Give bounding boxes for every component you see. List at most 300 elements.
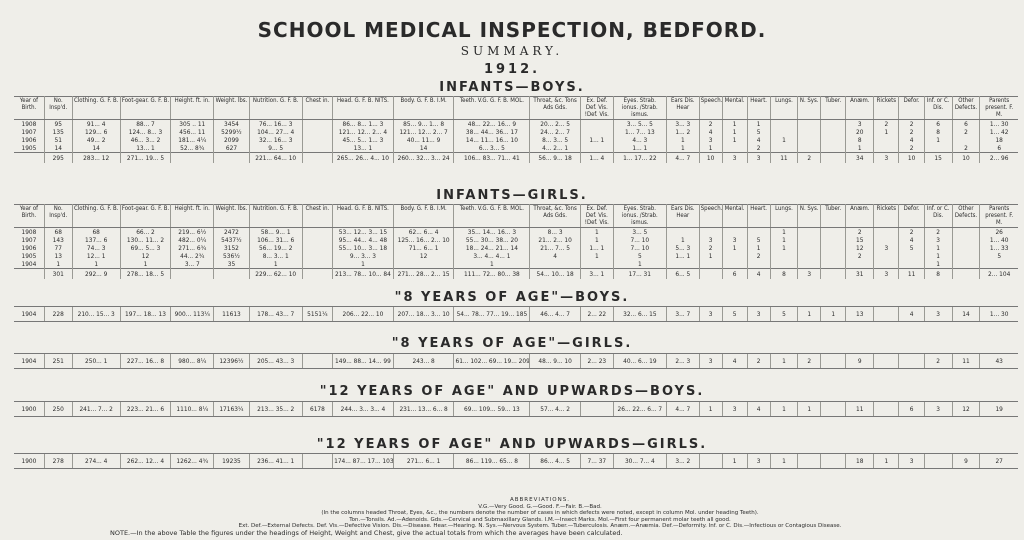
table-cell: 3... 2 <box>666 454 699 469</box>
table-cell: 10 <box>699 153 722 164</box>
table-cell: 3... 7 <box>666 307 699 322</box>
table-cell <box>952 236 980 244</box>
table-cell: 4 <box>899 307 924 322</box>
table-cell: 8 <box>770 269 798 280</box>
table-cell: 283... 12 <box>72 153 120 164</box>
footnote: NOTE.—In the above Table the figures under the headings of Height, Weight and Chest, give the actual totals from which the averages have been calculated. <box>110 529 623 537</box>
column-header: Height. ft. in. <box>171 97 214 120</box>
table-cell: 1 <box>722 454 747 469</box>
table-cell: 2 <box>899 128 924 136</box>
table-cell <box>952 252 980 260</box>
table-cell: 2 <box>798 354 821 369</box>
table-cell: 1904 <box>14 354 44 369</box>
column-header: Chest in. <box>302 97 332 120</box>
table-cell: 3 <box>924 402 952 417</box>
table-cell: 5 <box>899 244 924 252</box>
table-cell: 265... 26... 4... 10 <box>333 153 394 164</box>
table-cell: 45... 5... 1... 3 <box>333 136 394 144</box>
table-cell: 106... 83... 71... 41 <box>454 153 530 164</box>
column-header: Rickets <box>874 205 899 228</box>
table-cell: 15 <box>924 153 952 164</box>
column-header: Nutrition. G. F. B. <box>249 205 302 228</box>
table-cell: 2 <box>846 228 874 237</box>
table-cell: 125... 16... 2... 10 <box>393 236 454 244</box>
table-cell: 4 <box>899 236 924 244</box>
table-cell <box>302 236 332 244</box>
table-cell: 14 <box>393 144 454 153</box>
table-cell <box>580 402 613 417</box>
table-cell: 3 <box>747 153 770 164</box>
table-cell <box>821 120 846 129</box>
table-cell <box>302 228 332 237</box>
table-cell: 40... 11... 9 <box>393 136 454 144</box>
table-cell <box>302 128 332 136</box>
table-8-years-boys <box>14 306 1018 322</box>
table-cell <box>580 260 613 269</box>
table-cell: 11613 <box>214 307 249 322</box>
table-cell <box>874 260 899 269</box>
table-cell: 1 <box>249 260 302 269</box>
table-cell: 1 <box>120 260 171 269</box>
table-cell: 900... 113¼ <box>171 307 214 322</box>
table-cell: 1 <box>770 244 798 252</box>
table-cell: 68 <box>72 228 120 237</box>
table-cell <box>747 260 770 269</box>
table-cell: 250 <box>44 402 72 417</box>
table-cell: 4... 7 <box>666 402 699 417</box>
table-cell: 1 <box>770 454 798 469</box>
table-cell: 14 <box>72 144 120 153</box>
table-cell: 1 <box>747 120 770 129</box>
table-cell: 5 <box>770 307 798 322</box>
table-cell: 121... 12... 2... 4 <box>333 128 394 136</box>
table-cell: 1 <box>580 236 613 244</box>
abbrev-line-4: Ext. Def.—External Defects. Def. Vis.—Defective Vision. Dis.—Disease. Hear.—Hearing. N. Sys.—Nervous System. Tuber.—Tuberculosis. Anæm.—Anæmia. Def.—Deformity. Inf. or C. Dis.—Infectious or Contagious Disease. <box>238 523 842 529</box>
table-cell: 1262... 4¾ <box>171 454 214 469</box>
table-cell: 2... 3 <box>666 354 699 369</box>
table-cell <box>874 354 899 369</box>
table-cell: 53... 12... 3... 15 <box>333 228 394 237</box>
table-cell: 8... 3... 5 <box>530 136 581 144</box>
column-header: Inf. or C. Dis. <box>924 205 952 228</box>
table-cell: 227... 16... 8 <box>120 354 171 369</box>
column-header: Ex. Def. Def. Vis. !Def. Vis. <box>580 205 613 228</box>
column-header: Nutrition. G. F. B. <box>249 97 302 120</box>
table-cell <box>302 153 332 164</box>
table-cell: 456... 11 <box>171 128 214 136</box>
table-cell: 6 <box>952 120 980 129</box>
column-header: Eyes. Strab. ionus. /Strab. ismus. <box>613 205 666 228</box>
column-header: Weight. lbs. <box>214 97 249 120</box>
table-cell: 111... 72... 80... 38 <box>454 269 530 280</box>
table-cell <box>821 228 846 237</box>
table-cell: 20... 2... 5 <box>530 120 581 129</box>
column-header: Parents present. F. M. <box>980 205 1018 228</box>
section-12-years-boys: "12 YEARS OF AGE" AND UPWARDS—BOYS. <box>319 384 705 399</box>
table-cell: 40... 6... 19 <box>613 354 666 369</box>
table-12-years-boys <box>14 401 1018 417</box>
table-cell: 51 <box>44 136 72 144</box>
table-cell: 68 <box>44 228 72 237</box>
table-cell: 12 <box>393 252 454 260</box>
table-cell: 129... 6 <box>72 128 120 136</box>
table-cell: 14 <box>952 307 980 322</box>
table-cell: 1904 <box>14 307 44 322</box>
table-cell: 74... 3 <box>72 244 120 252</box>
column-header: Chest in. <box>302 205 332 228</box>
table-cell <box>770 144 798 153</box>
table-cell: 1... 1 <box>613 144 666 153</box>
table-cell: 30... 7... 4 <box>613 454 666 469</box>
column-header: Speech. <box>699 205 722 228</box>
table-cell: 3152 <box>214 244 249 252</box>
column-header: Rickets <box>874 97 899 120</box>
table-cell: 5 <box>747 128 770 136</box>
table-cell <box>393 260 454 269</box>
table-cell: 48... 22... 16... 9 <box>454 120 530 129</box>
column-header: Inf. or C. Dis. <box>924 97 952 120</box>
table-cell: 8 <box>924 128 952 136</box>
table-cell: 1... 1 <box>666 252 699 260</box>
table-cell: 1907 <box>21 236 37 244</box>
table-cell: 34 <box>846 153 874 164</box>
table-cell: 56... 19... 2 <box>249 244 302 252</box>
table-cell: 13 <box>846 307 874 322</box>
table-cell: 2... 23 <box>580 354 613 369</box>
table-cell: 213... 35... 2 <box>249 402 302 417</box>
table-8-years-girls <box>14 353 1018 369</box>
table-cell: 6178 <box>302 402 332 417</box>
header-row <box>14 205 1018 228</box>
table-cell: 1900 <box>14 402 44 417</box>
table-cell: 236... 41... 1 <box>249 454 302 469</box>
abbrev-line-2: (In the columns headed Throat, Eyes, &c., the numbers denote the number of cases in which defects were noted, except in column Mol. under heading Teeth). <box>321 510 759 516</box>
header-row <box>14 97 1018 120</box>
table-cell: 6 <box>899 402 924 417</box>
table-cell: 13... 1 <box>120 144 171 153</box>
column-header: No. Insp'd. <box>44 97 72 120</box>
table-row <box>14 120 1018 129</box>
table-cell: 260... 32... 3... 24 <box>393 153 454 164</box>
table-cell: 1 <box>666 136 699 144</box>
table-cell <box>580 144 613 153</box>
table-cell <box>580 120 613 129</box>
table-cell: 1... 40 <box>980 236 1018 244</box>
table-cell: 3 <box>699 354 722 369</box>
abbreviations-heading: ABBREVIATIONS. <box>510 497 570 503</box>
column-header: Height. ft. in. <box>171 205 214 228</box>
table-cell: 26... 22... 6... 7 <box>613 402 666 417</box>
table-cell: 17163¼ <box>214 402 249 417</box>
table-cell: 85... 9... 1... 8 <box>393 120 454 129</box>
table-cell: 8 <box>924 269 952 280</box>
column-header: Clothing. G. F. B. <box>72 97 120 120</box>
table-cell <box>874 144 899 153</box>
table-cell: 243... 8 <box>393 354 454 369</box>
column-header: Lungs. <box>770 205 798 228</box>
table-cell <box>302 252 332 260</box>
table-cell <box>770 120 798 129</box>
table-cell: 69... 109... 59... 13 <box>454 402 530 417</box>
table-cell: 197... 18... 13 <box>120 307 171 322</box>
table-cell: 3... 5... 5 <box>613 120 666 129</box>
table-row <box>14 307 1018 322</box>
table-cell: 2 <box>798 153 821 164</box>
table-cell: 56... 9... 18 <box>530 153 581 164</box>
column-header: Defor. <box>899 97 924 120</box>
table-cell <box>899 260 924 269</box>
column-header: Defor. <box>899 205 924 228</box>
table-cell: 1908 <box>21 120 37 128</box>
table-cell: 205... 43... 3 <box>249 354 302 369</box>
table-cell <box>952 260 980 269</box>
table-cell: 2 <box>952 128 980 136</box>
table-cell: 1 <box>72 260 120 269</box>
table-cell: 12 <box>120 252 171 260</box>
table-cell <box>821 153 846 164</box>
column-header: Ears Dis. Hear <box>666 97 699 120</box>
table-row <box>14 454 1018 469</box>
table-cell: 88... 7 <box>120 120 171 129</box>
table-cell: 12 <box>846 244 874 252</box>
table-cell: 9... 5 <box>249 144 302 153</box>
table-cell: 1 <box>722 128 747 136</box>
column-header: Mental. <box>722 97 747 120</box>
table-cell: 219... 6½ <box>171 228 214 237</box>
table-cell <box>302 260 332 269</box>
table-cell: 124... 8... 3 <box>120 128 171 136</box>
table-cell: 213... 78... 10... 84 <box>333 269 394 280</box>
column-header: Heart. <box>747 97 770 120</box>
table-infant-girls <box>14 204 1018 279</box>
table-cell: 3 <box>924 236 952 244</box>
table-cell: 46... 4... 7 <box>530 307 581 322</box>
table-cell: 206... 22... 10 <box>333 307 394 322</box>
table-cell <box>699 228 722 237</box>
table-cell: 38... 44... 36... 17 <box>454 128 530 136</box>
table-cell <box>899 354 924 369</box>
table-cell: 149... 88... 14... 99 <box>333 354 394 369</box>
table-cell: 278... 18... 5 <box>120 269 171 280</box>
table-cell <box>171 153 214 164</box>
table-cell: 21... 7... 5 <box>530 244 581 252</box>
table-cell: 207... 18... 3... 10 <box>393 307 454 322</box>
table-cell: 1905 <box>21 144 37 152</box>
table-cell: 1 <box>874 128 899 136</box>
table-cell <box>722 260 747 269</box>
table-cell: 35... 14... 16... 3 <box>454 228 530 237</box>
table-cell: 86... 119... 65... 8 <box>454 454 530 469</box>
abbrev-line-3: Ton.—Tonsils. Ad.—Adenoids. Gds.—Cervical and Submaxillary Glands. I.M.—Insect Marks. Mol.—First four permanent molar teeth all good. <box>349 516 731 523</box>
table-cell: 27 <box>980 454 1018 469</box>
table-cell <box>171 269 214 280</box>
table-cell: 1... 1 <box>580 136 613 144</box>
table-cell: 1 <box>846 144 874 153</box>
column-header: Eyes. Strab. ionus. /Strab. ismus. <box>613 97 666 120</box>
table-cell <box>821 244 846 252</box>
table-cell: 8... 3 <box>530 228 581 237</box>
table-cell: 5151¼ <box>302 307 332 322</box>
table-cell: 8... 3... 1 <box>249 252 302 260</box>
table-cell: 3 <box>722 153 747 164</box>
table-cell: 2 <box>747 144 770 153</box>
table-cell: 4... 2... 1 <box>530 144 581 153</box>
table-cell: 241... 7... 2 <box>72 402 120 417</box>
table-cell: 14... 11... 16... 10 <box>454 136 530 144</box>
table-cell <box>770 252 798 260</box>
table-cell: 4 <box>747 269 770 280</box>
table-cell: 1... 30 <box>980 307 1018 322</box>
table-cell: 135 <box>44 128 72 136</box>
table-cell: 1 <box>770 136 798 144</box>
table-cell: 54... 78... 77... 19... 185 <box>454 307 530 322</box>
table-cell: 262... 12... 4 <box>120 454 171 469</box>
table-cell: 9 <box>952 454 980 469</box>
table-cell: 61... 102... 69... 19... 209 <box>454 354 530 369</box>
table-cell <box>821 269 846 280</box>
table-cell: 5299½ <box>214 128 249 136</box>
table-cell: 5 <box>722 307 747 322</box>
table-cell: 57... 4... 2 <box>530 402 581 417</box>
document-subtitle: SUMMARY. <box>460 44 564 58</box>
table-cell: 143 <box>44 236 72 244</box>
table-cell: 1904 <box>21 260 37 268</box>
table-cell <box>722 228 747 237</box>
table-cell <box>699 454 722 469</box>
document-year: 1912. <box>483 62 541 77</box>
table-cell: 1 <box>874 454 899 469</box>
table-cell: 19 <box>980 402 1018 417</box>
table-cell <box>699 269 722 280</box>
table-cell <box>699 260 722 269</box>
table-cell: 3 <box>874 269 899 280</box>
table-cell: 1... 7... 13 <box>613 128 666 136</box>
table-infant-boys <box>14 96 1018 163</box>
table-cell: 2 <box>899 228 924 237</box>
table-cell: 4... 3 <box>613 136 666 144</box>
table-cell: 1 <box>454 260 530 269</box>
table-cell <box>302 120 332 129</box>
table-cell <box>214 153 249 164</box>
table-cell: 48... 9... 10 <box>530 354 581 369</box>
column-header: Lungs. <box>770 97 798 120</box>
table-row <box>14 144 1018 153</box>
column-header: Anæm. <box>846 205 874 228</box>
table-cell: 1 <box>770 236 798 244</box>
table-cell: 1... 42 <box>980 128 1018 136</box>
table-cell: 228 <box>44 307 72 322</box>
table-cell <box>821 260 846 269</box>
table-cell: 1 <box>924 260 952 269</box>
table-cell: 3 <box>699 307 722 322</box>
table-cell: 1 <box>699 252 722 260</box>
table-cell: 55... 10... 3... 18 <box>333 244 394 252</box>
table-cell: 121... 12... 2... 7 <box>393 128 454 136</box>
table-cell: 58... 9... 1 <box>249 228 302 237</box>
table-cell: 1 <box>924 136 952 144</box>
table-cell: 35 <box>214 260 249 269</box>
table-cell <box>722 252 747 260</box>
table-cell: 274... 4 <box>72 454 120 469</box>
abbrev-line-1: V.G.—Very Good. G.—Good. F.—Fair. B.—Bad. <box>478 503 602 510</box>
table-cell <box>798 252 821 260</box>
section-12-years-girls: "12 YEARS OF AGE" AND UPWARDS—GIRLS. <box>316 437 708 452</box>
table-cell: 3454 <box>214 120 249 129</box>
table-row <box>14 244 1018 252</box>
table-cell: 271... 6... 1 <box>393 454 454 469</box>
table-cell: 1 <box>798 402 821 417</box>
table-cell: 1 <box>770 228 798 237</box>
table-cell: 3 <box>846 120 874 129</box>
table-row <box>14 236 1018 244</box>
table-cell: 244... 3... 3... 4 <box>333 402 394 417</box>
table-cell: 2 <box>924 228 952 237</box>
table-cell: 5 <box>613 252 666 260</box>
table-cell: 3 <box>798 269 821 280</box>
table-cell: 1 <box>924 252 952 260</box>
table-cell: 18 <box>980 136 1018 144</box>
table-cell: 106... 31... 6 <box>249 236 302 244</box>
table-cell: 2 <box>952 144 980 153</box>
table-cell: 1 <box>580 252 613 260</box>
table-cell: 31 <box>846 269 874 280</box>
table-cell <box>798 144 821 153</box>
table-cell: 221... 64... 10 <box>249 153 302 164</box>
table-cell: 55... 30... 38... 20 <box>454 236 530 244</box>
table-row <box>14 136 1018 144</box>
table-cell <box>924 144 952 153</box>
table-cell: 4 <box>722 354 747 369</box>
table-cell <box>874 136 899 144</box>
table-cell: 231... 13... 6... 8 <box>393 402 454 417</box>
table-cell: 1905 <box>21 252 37 260</box>
table-cell: 4 <box>530 252 581 260</box>
table-cell: 2 <box>699 120 722 129</box>
table-cell <box>770 128 798 136</box>
table-cell: 1 <box>770 402 798 417</box>
table-cell: 3 <box>874 244 899 252</box>
column-header: Anæm. <box>846 97 874 120</box>
table-cell: 1 <box>924 244 952 252</box>
table-cell <box>798 244 821 252</box>
table-cell: 11 <box>899 269 924 280</box>
table-cell: 1906 <box>21 244 37 252</box>
table-cell <box>666 260 699 269</box>
table-cell <box>952 269 980 280</box>
table-cell: 1... 4 <box>580 153 613 164</box>
table-cell: 271... 6¾ <box>171 244 214 252</box>
column-header: Foot-gear. G. F. B. <box>120 205 171 228</box>
table-cell <box>874 236 899 244</box>
table-cell: 305 .. 11 <box>171 120 214 129</box>
table-12-years-girls <box>14 453 1018 469</box>
table-cell <box>821 354 846 369</box>
table-cell: 5437½ <box>214 236 249 244</box>
table-cell: 1 <box>821 307 846 322</box>
table-cell: 9... 3... 3 <box>333 252 394 260</box>
table-cell: 7... 37 <box>580 454 613 469</box>
table-cell: 95... 44... 4... 48 <box>333 236 394 244</box>
column-header: Head. G. F. B. NITS. <box>333 97 394 120</box>
table-cell <box>846 260 874 269</box>
table-row <box>14 228 1018 237</box>
table-cell: 4 <box>747 402 770 417</box>
section-infant-girls: INFANTS—GIRLS. <box>436 188 588 203</box>
table-cell: 44... 2¾ <box>171 252 214 260</box>
table-cell: 1... 17... 22 <box>613 153 666 164</box>
table-cell: 271... 28... 2... 15 <box>393 269 454 280</box>
table-cell: 178... 43... 7 <box>249 307 302 322</box>
